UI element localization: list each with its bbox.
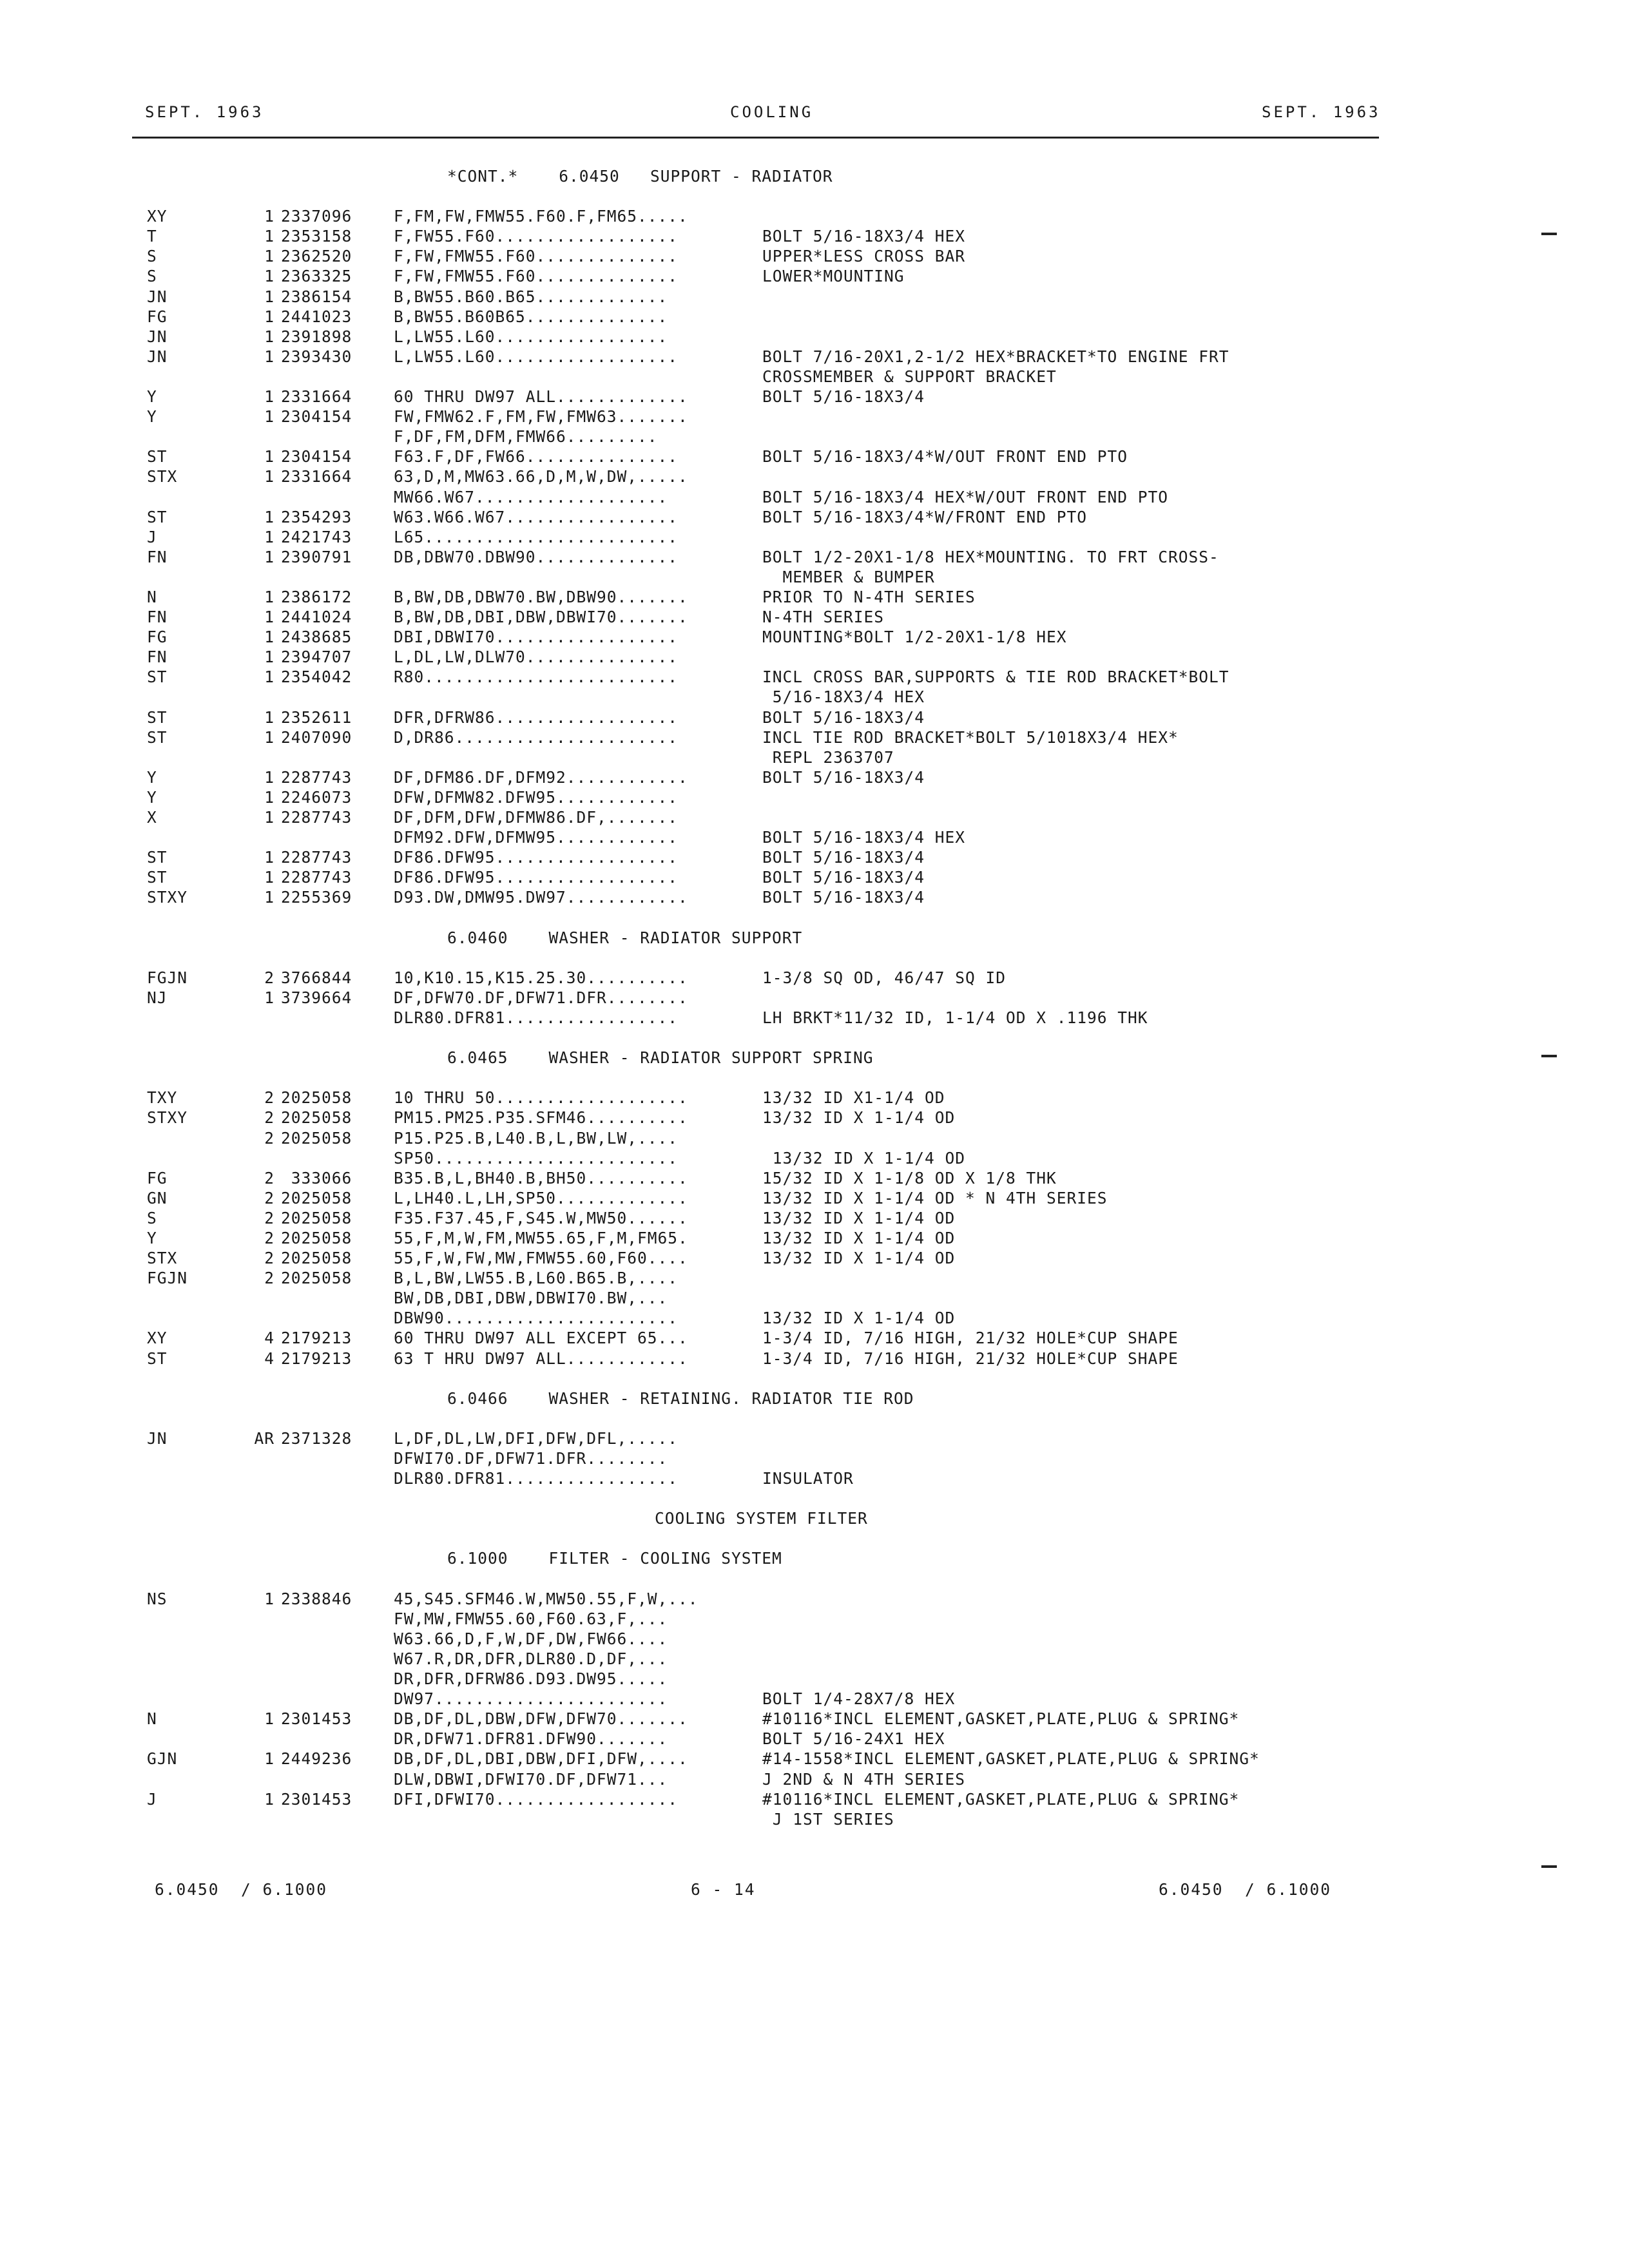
application: W63.W66.W67................. — [394, 507, 679, 526]
application: DLW,DBWI,DFWI70.DF,DFW71... — [394, 1769, 668, 1789]
part-number: 2287743 — [281, 808, 352, 827]
application: DB,DBW70.DBW90.............. — [394, 547, 679, 566]
model-code: JN — [147, 327, 168, 346]
application: DF,DFM,DFW,DFMW86.DF,....... — [394, 808, 679, 827]
margin-mark — [1541, 233, 1557, 235]
application: DBW90....................... — [394, 1309, 679, 1328]
model-code: XY — [147, 207, 168, 226]
application: DFM92.DFW,DFMW95............ — [394, 828, 679, 847]
quantity: 1 — [264, 207, 275, 226]
model-code: FGJN — [147, 1269, 188, 1288]
description: 5/16-18X3/4 HEX — [762, 687, 925, 707]
section-heading: 6.0460 WASHER - RADIATOR SUPPORT — [447, 928, 803, 947]
application: L,LW55.L60................. — [394, 327, 668, 346]
part-number: 2352611 — [281, 707, 352, 727]
application: W63.66,D,F,W,DF,DW,FW66.... — [394, 1629, 668, 1648]
part-number: 2391898 — [281, 327, 352, 346]
application: DLR80.DFR81................. — [394, 1469, 679, 1488]
application: DFI,DFWI70.................. — [394, 1789, 679, 1809]
part-number: 2386172 — [281, 587, 352, 606]
model-code: JN — [147, 1428, 168, 1448]
part-number: 2301453 — [281, 1709, 352, 1729]
part-number: 2394707 — [281, 648, 352, 667]
quantity: 2 — [264, 1208, 275, 1227]
application: R80......................... — [394, 668, 679, 687]
application: DFWI70.DF,DFW71.DFR........ — [394, 1449, 668, 1468]
part-number: 3766844 — [281, 968, 352, 987]
model-code: ST — [147, 507, 168, 526]
application: 10,K10.15,K15.25.30.......... — [394, 968, 688, 987]
quantity: 1 — [264, 1789, 275, 1809]
quantity: 1 — [264, 888, 275, 907]
description: 1-3/8 SQ OD, 46/47 SQ ID — [762, 968, 1007, 987]
description: BOLT 5/16-18X3/4 — [762, 707, 925, 727]
description: BOLT 5/16-18X3/4 — [762, 868, 925, 887]
description: J 2ND & N 4TH SERIES — [762, 1769, 966, 1789]
description: MOUNTING*BOLT 1/2-20X1-1/8 HEX — [762, 628, 1067, 647]
application: D93.DW,DMW95.DW97............ — [394, 888, 688, 907]
part-number: 2331664 — [281, 387, 352, 407]
quantity: 4 — [264, 1329, 275, 1348]
description: LOWER*MOUNTING — [762, 267, 905, 286]
quantity: 1 — [264, 808, 275, 827]
part-number: 2179213 — [281, 1349, 352, 1368]
quantity: 2 — [264, 1269, 275, 1288]
part-number: 2287743 — [281, 868, 352, 887]
model-code: ST — [147, 668, 168, 687]
description: N-4TH SERIES — [762, 608, 885, 627]
application: DLR80.DFR81................. — [394, 1008, 679, 1027]
description: BOLT 5/16-18X3/4 HEX*W/OUT FRONT END PTO — [762, 487, 1169, 506]
application: W67.R,DR,DFR,DLR80.D,DF,... — [394, 1649, 668, 1668]
footer-ref-right: 6.0450 / 6.1000 — [1159, 1880, 1332, 1899]
description: BOLT 5/16-18X3/4 — [762, 848, 925, 867]
description: 13/32 ID X 1-1/4 OD — [762, 1249, 956, 1268]
application: DBI,DBWI70.................. — [394, 628, 679, 647]
part-number: 2301453 — [281, 1789, 352, 1809]
model-code: NJ — [147, 988, 168, 1007]
model-code: Y — [147, 1228, 157, 1247]
application: DW97....................... — [394, 1689, 668, 1709]
part-number: 2331664 — [281, 467, 352, 486]
model-code: ST — [147, 727, 168, 747]
part-number: 2025058 — [281, 1108, 352, 1128]
part-number: 2421743 — [281, 527, 352, 546]
part-number: 2449236 — [281, 1749, 352, 1769]
application: L65......................... — [394, 527, 679, 546]
quantity: 1 — [264, 1749, 275, 1769]
description: REPL 2363707 — [762, 747, 894, 767]
description: INSULATOR — [762, 1469, 854, 1488]
description: 13/32 ID X 1-1/4 OD — [762, 1108, 956, 1128]
quantity: 1 — [264, 1589, 275, 1608]
model-code: Y — [147, 767, 157, 787]
model-code: S — [147, 1208, 157, 1227]
quantity: 1 — [264, 267, 275, 286]
quantity: 1 — [264, 787, 275, 807]
model-code: JN — [147, 347, 168, 366]
description: LH BRKT*11/32 ID, 1-1/4 OD X .1196 THK — [762, 1008, 1148, 1027]
quantity: 1 — [264, 227, 275, 246]
description: 13/32 ID X 1-1/4 OD — [762, 1309, 956, 1328]
application: F,FM,FW,FMW55.F60.F,FM65..... — [394, 207, 688, 226]
model-code: FN — [147, 608, 168, 627]
part-number: 2337096 — [281, 207, 352, 226]
part-number: 2407090 — [281, 727, 352, 747]
model-code: JN — [147, 287, 168, 306]
application: D,DR86...................... — [394, 727, 679, 747]
part-number: 2353158 — [281, 227, 352, 246]
quantity: AR — [254, 1428, 275, 1448]
quantity: 1 — [264, 507, 275, 526]
application: DR,DFR,DFRW86.D93.DW95..... — [394, 1669, 668, 1689]
quantity: 1 — [264, 547, 275, 566]
application: B,L,BW,LW55.B,L60.B65.B,.... — [394, 1269, 679, 1288]
model-code: STX — [147, 467, 178, 486]
application: L,LH40.L,LH,SP50............. — [394, 1188, 688, 1207]
description: BOLT 7/16-20X1,2-1/2 HEX*BRACKET*TO ENGINE FRT — [762, 347, 1229, 366]
part-number: 2179213 — [281, 1329, 352, 1348]
description: #10116*INCL ELEMENT,GASKET,PLATE,PLUG & SPRING* — [762, 1789, 1240, 1809]
quantity: 2 — [264, 1088, 275, 1108]
description: 15/32 ID X 1-1/8 OD X 1/8 THK — [762, 1168, 1057, 1187]
description: BOLT 1/4-28X7/8 HEX — [762, 1689, 956, 1709]
quantity: 4 — [264, 1349, 275, 1368]
application: DR,DFW71.DFR81.DFW90....... — [394, 1729, 668, 1749]
model-code: FN — [147, 547, 168, 566]
description: 1-3/4 ID, 7/16 HIGH, 21/32 HOLE*CUP SHAPE — [762, 1349, 1179, 1368]
part-number: 2338846 — [281, 1589, 352, 1608]
margin-mark — [1541, 1865, 1557, 1868]
quantity: 1 — [264, 387, 275, 407]
model-code: N — [147, 1709, 157, 1729]
part-number: 2304154 — [281, 447, 352, 466]
part-number: 2025058 — [281, 1249, 352, 1268]
quantity: 1 — [264, 988, 275, 1007]
quantity: 2 — [264, 1249, 275, 1268]
quantity: 1 — [264, 707, 275, 727]
model-code: ST — [147, 1349, 168, 1368]
description: 13/32 ID X 1-1/4 OD * N 4TH SERIES — [762, 1188, 1108, 1207]
part-number: 2441023 — [281, 307, 352, 326]
description: BOLT 5/16-18X3/4 — [762, 767, 925, 787]
quantity: 1 — [264, 608, 275, 627]
quantity: 1 — [264, 868, 275, 887]
application: SP50........................ — [394, 1148, 679, 1168]
application: 63,D,M,MW63.66,D,M,W,DW,..... — [394, 467, 688, 486]
quantity: 2 — [264, 1228, 275, 1247]
model-code: J — [147, 1789, 157, 1809]
application: DF,DFM86.DF,DFM92............ — [394, 767, 688, 787]
part-number: 2441024 — [281, 608, 352, 627]
model-code: FGJN — [147, 968, 188, 987]
quantity: 2 — [264, 1108, 275, 1128]
model-code: S — [147, 267, 157, 286]
model-code: J — [147, 527, 157, 546]
quantity: 1 — [264, 587, 275, 606]
description: BOLT 5/16-18X3/4*W/FRONT END PTO — [762, 507, 1088, 526]
application: DB,DF,DL,DBW,DFW,DFW70....... — [394, 1709, 688, 1729]
part-number: 2354293 — [281, 507, 352, 526]
part-number: 2255369 — [281, 888, 352, 907]
description: BOLT 5/16-18X3/4*W/OUT FRONT END PTO — [762, 447, 1128, 466]
quantity: 1 — [264, 668, 275, 687]
application: B,BW,DB,DBI,DBW,DBWI70....... — [394, 608, 688, 627]
quantity: 1 — [264, 287, 275, 306]
application: B,BW55.B60B65.............. — [394, 307, 668, 326]
model-code: FG — [147, 628, 168, 647]
description: 13/32 ID X 1-1/4 OD — [762, 1228, 956, 1247]
header-date-right: SEPT. 1963 — [1262, 103, 1381, 121]
model-code: ST — [147, 707, 168, 727]
model-code: S — [147, 247, 157, 266]
model-code: XY — [147, 1329, 168, 1348]
part-number: 2363325 — [281, 267, 352, 286]
application: 60 THRU DW97 ALL............. — [394, 387, 688, 407]
quantity: 1 — [264, 467, 275, 486]
application: L,DL,LW,DLW70............... — [394, 648, 679, 667]
application: F,FW,FMW55.F60.............. — [394, 247, 679, 266]
description: J 1ST SERIES — [762, 1809, 894, 1829]
model-code: FG — [147, 307, 168, 326]
quantity: 1 — [264, 1709, 275, 1729]
quantity: 1 — [264, 407, 275, 427]
application: L,DF,DL,LW,DFI,DFW,DFL,..... — [394, 1428, 679, 1448]
description: BOLT 1/2-20X1-1/8 HEX*MOUNTING. TO FRT CROSS- — [762, 547, 1219, 566]
application: 60 THRU DW97 ALL EXCEPT 65... — [394, 1329, 688, 1348]
quantity: 1 — [264, 347, 275, 366]
model-code: T — [147, 227, 157, 246]
description: 13/32 ID X1-1/4 OD — [762, 1088, 945, 1108]
part-number: 2025058 — [281, 1208, 352, 1227]
quantity: 1 — [264, 447, 275, 466]
model-code: STX — [147, 1249, 178, 1268]
application: 55,F,M,W,FM,MW55.65,F,M,FM65. — [394, 1228, 688, 1247]
model-code: ST — [147, 447, 168, 466]
quantity: 1 — [264, 767, 275, 787]
description: PRIOR TO N-4TH SERIES — [762, 587, 976, 606]
section-heading: 6.0465 WASHER - RADIATOR SUPPORT SPRING — [447, 1048, 874, 1068]
application: F,FW,FMW55.F60.............. — [394, 267, 679, 286]
part-number: 2025058 — [281, 1228, 352, 1247]
part-number: 2025058 — [281, 1088, 352, 1108]
application: B,BW,DB,DBW70.BW,DBW90....... — [394, 587, 688, 606]
header-rule — [132, 137, 1379, 139]
model-code: ST — [147, 848, 168, 867]
application: 55,F,W,FW,MW,FMW55.60,F60.... — [394, 1249, 688, 1268]
section-heading: 6.0466 WASHER - RETAINING. RADIATOR TIE ROD — [447, 1389, 914, 1408]
application: B35.B,L,BH40.B,BH50.......... — [394, 1168, 688, 1187]
application: P15.P25.B,L40.B,L,BW,LW,.... — [394, 1128, 679, 1148]
application: DF86.DFW95.................. — [394, 848, 679, 867]
quantity: 1 — [264, 727, 275, 747]
application: F,DF,FM,DFM,FMW66......... — [394, 427, 658, 447]
description: INCL TIE ROD BRACKET*BOLT 5/1018X3/4 HEX* — [762, 727, 1179, 747]
quantity: 1 — [264, 307, 275, 326]
model-code: N — [147, 587, 157, 606]
description: MEMBER & BUMPER — [762, 567, 935, 586]
quantity: 1 — [264, 247, 275, 266]
footer-ref-left: 6.0450 / 6.1000 — [155, 1880, 328, 1899]
part-number: 333066 — [281, 1168, 352, 1187]
part-number: 2371328 — [281, 1428, 352, 1448]
model-code: Y — [147, 387, 157, 407]
description: #14-1558*INCL ELEMENT,GASKET,PLATE,PLUG & SPRING* — [762, 1749, 1260, 1769]
quantity: 1 — [264, 648, 275, 667]
model-code: GJN — [147, 1749, 178, 1769]
description: BOLT 5/16-24X1 HEX — [762, 1729, 945, 1749]
application: F63.F,DF,FW66............... — [394, 447, 679, 466]
section-heading: 6.1000 FILTER - COOLING SYSTEM — [447, 1549, 782, 1568]
description: BOLT 5/16-18X3/4 HEX — [762, 227, 966, 246]
part-number: 2386154 — [281, 287, 352, 306]
model-code: NS — [147, 1589, 168, 1608]
part-number: 2025058 — [281, 1269, 352, 1288]
description: 13/32 ID X 1-1/4 OD — [762, 1208, 956, 1227]
model-code: TXY — [147, 1088, 178, 1108]
application: DF,DFW70.DF,DFW71.DFR........ — [394, 988, 688, 1007]
model-code: Y — [147, 787, 157, 807]
model-code: FN — [147, 648, 168, 667]
model-code: STXY — [147, 1108, 188, 1128]
application: FW,FMW62.F,FM,FW,FMW63....... — [394, 407, 688, 427]
description: 1-3/4 ID, 7/16 HIGH, 21/32 HOLE*CUP SHAPE — [762, 1329, 1179, 1348]
application: L,LW55.L60.................. — [394, 347, 679, 366]
application: 45,S45.SFM46.W,MW50.55,F,W,... — [394, 1589, 699, 1608]
model-code: Y — [147, 407, 157, 427]
header-section-title: COOLING — [730, 103, 814, 121]
quantity: 1 — [264, 327, 275, 346]
quantity: 1 — [264, 527, 275, 546]
application: MW66.W67................... — [394, 487, 668, 506]
application: F,FW55.F60.................. — [394, 227, 679, 246]
part-number: 2438685 — [281, 628, 352, 647]
description: BOLT 5/16-18X3/4 — [762, 387, 925, 407]
application: DFR,DFRW86.................. — [394, 707, 679, 727]
application: 10 THRU 50................... — [394, 1088, 688, 1108]
part-number: 2025058 — [281, 1128, 352, 1148]
application: DB,DF,DL,DBI,DBW,DFI,DFW,.... — [394, 1749, 688, 1769]
part-number: 2390791 — [281, 547, 352, 566]
model-code: FG — [147, 1168, 168, 1187]
quantity: 1 — [264, 628, 275, 647]
quantity: 2 — [264, 1188, 275, 1207]
application: PM15.PM25.P35.SFM46.......... — [394, 1108, 688, 1128]
section-heading: *CONT.* 6.0450 SUPPORT - RADIATOR — [447, 167, 833, 186]
header-date-left: SEPT. 1963 — [145, 103, 264, 121]
footer-page-number: 6 - 14 — [691, 1880, 756, 1899]
application: FW,MW,FMW55.60,F60.63,F,... — [394, 1609, 668, 1628]
part-number: 2246073 — [281, 787, 352, 807]
part-number: 2354042 — [281, 668, 352, 687]
quantity: 2 — [264, 1168, 275, 1187]
part-number: 2304154 — [281, 407, 352, 427]
part-number: 3739664 — [281, 988, 352, 1007]
group-heading: COOLING SYSTEM FILTER — [655, 1509, 868, 1528]
description: CROSSMEMBER & SUPPORT BRACKET — [762, 367, 1057, 386]
description: #10116*INCL ELEMENT,GASKET,PLATE,PLUG & SPRING* — [762, 1709, 1240, 1729]
application: B,BW55.B60.B65............. — [394, 287, 668, 306]
application: F35.F37.45,F,S45.W,MW50...... — [394, 1208, 688, 1227]
application: 63 T HRU DW97 ALL............ — [394, 1349, 688, 1368]
model-code: STXY — [147, 888, 188, 907]
application: BW,DB,DBI,DBW,DBWI70.BW,... — [394, 1289, 668, 1308]
part-number: 2025058 — [281, 1188, 352, 1207]
description: INCL CROSS BAR,SUPPORTS & TIE ROD BRACKET*BOLT — [762, 668, 1229, 687]
quantity: 1 — [264, 848, 275, 867]
model-code: ST — [147, 868, 168, 887]
part-number: 2287743 — [281, 767, 352, 787]
application: DFW,DFMW82.DFW95............ — [394, 787, 679, 807]
model-code: X — [147, 808, 157, 827]
part-number: 2362520 — [281, 247, 352, 266]
description: UPPER*LESS CROSS BAR — [762, 247, 966, 266]
part-number: 2393430 — [281, 347, 352, 366]
description: BOLT 5/16-18X3/4 — [762, 888, 925, 907]
margin-mark — [1541, 1055, 1557, 1057]
description: BOLT 5/16-18X3/4 HEX — [762, 828, 966, 847]
description: 13/32 ID X 1-1/4 OD — [762, 1148, 966, 1168]
quantity: 2 — [264, 968, 275, 987]
part-number: 2287743 — [281, 848, 352, 867]
application: DF86.DFW95.................. — [394, 868, 679, 887]
quantity: 2 — [264, 1128, 275, 1148]
model-code: GN — [147, 1188, 168, 1207]
